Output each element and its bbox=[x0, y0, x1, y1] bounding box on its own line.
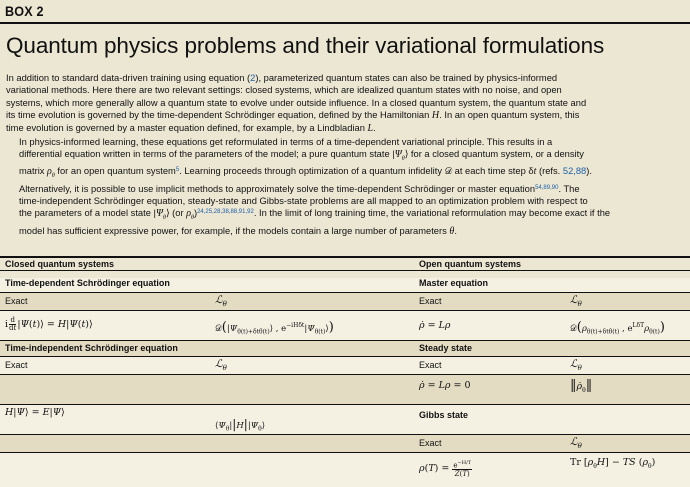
box-label: BOX 2 bbox=[5, 3, 44, 19]
p1-line: variational methods. Here there are two relevant settings: closed systems, which are idealized quantum states with no noise, and open bbox=[6, 85, 562, 96]
ti-schrodinger-header: Time-independent Schrödinger equation bbox=[5, 343, 178, 353]
table-rule bbox=[0, 310, 690, 311]
exact-label: Exact bbox=[5, 360, 28, 370]
p2-line: differential equation written in terms of the parameters of the model; a pure quantum state $|\Psi_\theta⟩$ for a closed quantum system, or a density bbox=[19, 149, 584, 163]
p1-line: systems, which more generally allow a quantum state to evolve under outside influence. In a closed quantum system, the quantum state and bbox=[6, 97, 587, 108]
master-exact-equation: ρ̇ = Lρ bbox=[419, 320, 451, 331]
p2-line: the parameters of a model state $|\Psi_\theta⟩$ (or $\rho_\theta)^{24,25,28,38,88,91,92}$. In the limit of long training time, the variational reformulation may become exact if the bbox=[19, 208, 611, 222]
p1-line: In addition to standard data-driven training using equation (2), parameterized quantum states can also be trained by physics-informed bbox=[6, 73, 558, 83]
gibbs-state-header: Gibbs state bbox=[419, 410, 469, 420]
loss-label: ℒ$_\theta$ bbox=[215, 294, 227, 309]
table-rule bbox=[0, 404, 690, 405]
td-exact-equation: i $\frac{d}{dt}$ |Ψ(t)⟩ = H|Ψ(t)⟩ bbox=[5, 316, 93, 332]
steady-exact-equation: ρ̇ = Lρ = 0 bbox=[419, 380, 471, 391]
master-loss-equation: $𝒟(\rho_{\theta(t)+\delta t\thetȧ(t)}$ , $e^{L\delta T}\rho_{\theta(t)}$) bbox=[570, 320, 665, 336]
p2-line: Alternatively, it is possible to use implicit methods to approximately solve the time-dependent Schrödinger or master equation$^{54,89,90}$. The bbox=[19, 183, 580, 194]
ti-exact-band bbox=[0, 356, 690, 374]
exact-label: Exact bbox=[419, 360, 442, 370]
paragraph-1 bbox=[6, 72, 686, 136]
open-systems-header: Open quantum systems bbox=[419, 259, 522, 269]
gibbs-label-band bbox=[0, 434, 690, 452]
td-schrodinger-header: Time-dependent Schrödinger equation bbox=[5, 278, 170, 288]
table-rule bbox=[0, 340, 690, 341]
ti-loss-equation: $⟨\Psi_\theta||H||\Psi_\theta⟩$ bbox=[215, 417, 266, 433]
loss-label: ℒ$_\theta$ bbox=[570, 436, 582, 451]
exact-label-band bbox=[0, 292, 690, 310]
table-rule bbox=[0, 452, 690, 453]
box-title: Quantum physics problems and their variational formulations bbox=[6, 33, 605, 58]
table-rule bbox=[0, 292, 690, 293]
master-equation-header: Master equation bbox=[419, 278, 489, 288]
p2-line: model has sufficient expressive power, for example, if the models contain a large number of parameters θ. bbox=[19, 225, 457, 237]
steady-state-header: Steady state bbox=[419, 343, 473, 353]
loss-label: ℒ$_\theta$ bbox=[215, 358, 227, 373]
loss-label: ℒ$_\theta$ bbox=[570, 358, 582, 373]
steady-loss-equation: $‖\rhȯ_\theta‖$ bbox=[570, 378, 593, 394]
p2-line: time-independent Schrödinger equation, steady-state and Gibbs-state problems are all mapped to an optimization problem with respect to bbox=[19, 196, 588, 207]
body-text bbox=[6, 72, 686, 238]
top-rule bbox=[0, 22, 690, 24]
table-rule bbox=[0, 374, 690, 375]
loss-label: ℒ$_\theta$ bbox=[570, 294, 582, 309]
ti-exact-equation: H|Ψ⟩ = E|Ψ⟩ bbox=[5, 407, 65, 418]
table-rule bbox=[0, 434, 690, 435]
td-loss-equation: $𝒟(|\Psi_{\theta(t)+\delta t\thetȧ(t)}⟩$ , $e^{-iH\delta t}|\Psi_{\theta(t)}⟩$) bbox=[215, 320, 334, 336]
table-rule bbox=[0, 356, 690, 357]
table-top-rule bbox=[0, 256, 690, 258]
p2-line: In physics-informed learning, these equations get reformulated in terms of a time-dependent variational principle. This results in a bbox=[19, 136, 553, 147]
paragraph-2 bbox=[6, 136, 686, 238]
exact-label: Exact bbox=[419, 438, 442, 448]
closed-systems-header: Closed quantum systems bbox=[5, 259, 115, 269]
p2-line: matrix $\rho_\theta$ for an open quantum system$^5$. Learning proceeds through optimization of a quantum infidelity 𝒟 at each time step δt (refs. 52,88). bbox=[19, 166, 592, 180]
exact-label: Exact bbox=[419, 296, 442, 306]
ti-row-band bbox=[0, 404, 690, 434]
table-rule bbox=[0, 270, 690, 271]
p1-line: time evolution is governed by a master equation defined, for example, by a Lindbladian L. bbox=[6, 123, 376, 135]
formulation-table bbox=[0, 256, 690, 487]
gibbs-exact-equation: ρ(T) = $\frac{e^{-H/T}}{Z(T)}$ bbox=[419, 460, 472, 479]
gibbs-loss-equation: Tr $[\rho_\theta H]$ − TS $(\rho_\theta)$ bbox=[570, 457, 656, 470]
p1-line: its time evolution is governed by the time-dependent Schrödinger equation, defined by the Hamiltonian H. In an open quantum system, this bbox=[6, 110, 580, 122]
exact-label: Exact bbox=[5, 296, 28, 306]
